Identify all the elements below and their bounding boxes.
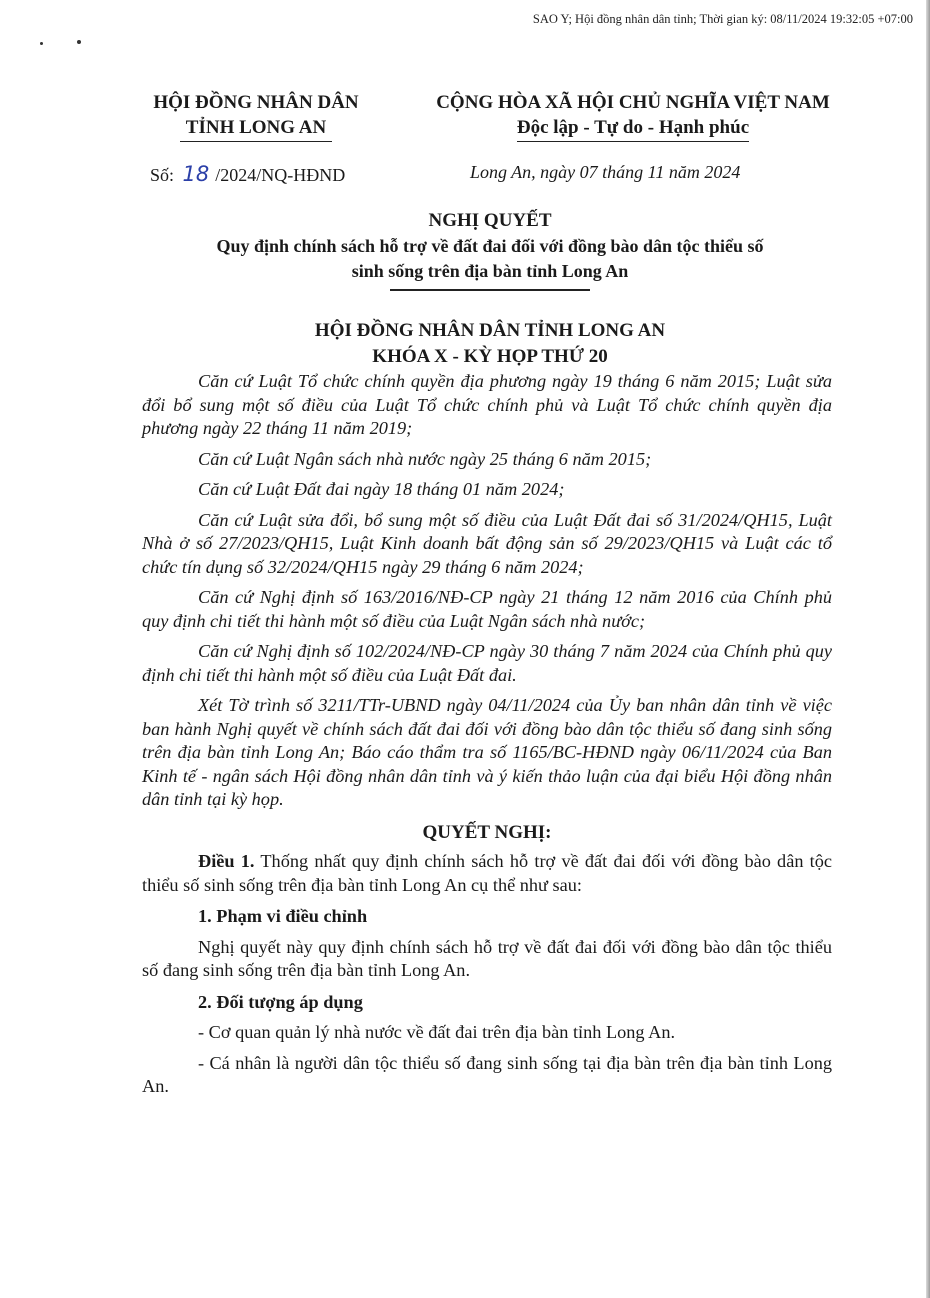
title-underline [390,289,590,291]
preamble-paragraph: Căn cứ Nghị định số 102/2024/NĐ-CP ngày 30 tháng 7 năm 2024 của Chính phủ quy định chi tiết thi hành một số điều của Luật Đất đai. [142,641,832,685]
issuing-body-line2: TỈNH LONG AN [180,115,332,142]
issuing-body-line1: HỘI ĐỒNG NHÂN DÂN [153,92,359,113]
preamble-paragraph: Căn cứ Luật Đất đai ngày 18 tháng 01 năm 2024; [198,479,565,499]
resolution-kind: NGHỊ QUYẾT [428,210,552,231]
doc-number-suffix: /2024/NQ-HĐND [215,165,346,185]
preamble-paragraph: Xét Tờ trình số 3211/TTr-UBND ngày 04/11/2024 của Ủy ban nhân dân tỉnh về việc ban hành Nghị quyết về chính sách đất đai đối với đồng bào dân tộc thiểu số đang sinh sống trên địa bàn tỉnh Long An; Báo cáo thẩm tra số 1165/BC-HĐND ngày 06/11/2024 của Ban Kinh tế - ngân sách Hội đồng nhân dân tỉnh và ý kiến thảo luận của đại biểu Hội đồng nhân dân tỉnh tại kỳ họp. [142,695,832,809]
preamble-paragraph: Căn cứ Nghị định số 163/2016/NĐ-CP ngày 21 tháng 12 năm 2016 của Chính phủ quy định chi tiết thi hành một số điều của Luật Ngân sách nhà nước; [142,587,832,631]
digital-signature-stamp: SAO Y; Hội đồng nhân dân tỉnh; Thời gian ký: 08/11/2024 19:32:05 +07:00 [532,12,913,26]
section-2-item: - Cơ quan quản lý nhà nước về đất đai trên địa bàn tỉnh Long An. [198,1022,676,1042]
council-heading [120,318,860,370]
national-motto-header [398,90,868,142]
council-name: HỘI ĐỒNG NHÂN DÂN TỈNH LONG AN [314,320,666,341]
preamble-paragraph: Căn cứ Luật sửa đổi, bổ sung một số điều của Luật Đất đai số 31/2024/QH15, Luật Nhà ở số 27/2023/QH15, Luật Kinh doanh bất động sản số 29/2023/QH15 và Luật các tổ chức tín dụng số 32/2024/QH15 ngày 29 tháng 6 năm 2024; [142,509,832,577]
preamble-paragraph: Căn cứ Luật Tổ chức chính quyền địa phương ngày 19 tháng 6 năm 2015; Luật sửa đổi bổ sung một số điều của Luật Tổ chức chính phủ và Luật Tổ chức chính quyền địa phương ngày 22 tháng 11 năm 2019; [142,371,832,438]
preamble-paragraph: Căn cứ Luật Ngân sách nhà nước ngày 25 tháng 6 năm 2015; [198,448,652,469]
resolution-subject-line2: sinh sống trên địa bàn tỉnh Long An [351,261,629,281]
resolution-title [120,208,860,291]
section-1-heading: 1. Phạm vi điều chỉnh [198,906,368,926]
country-name: CỘNG HÒA XÃ HỘI CHỦ NGHĨA VIỆT NAM [436,92,830,113]
document-number [150,162,345,186]
decision-heading: QUYẾT NGHỊ: [422,821,552,843]
national-motto: Độc lập - Tự do - Hạnh phúc [517,115,749,142]
article-1 [142,850,832,897]
article-1-text: Thống nhất quy định chính sách hỗ trợ về đất đai đối với đồng bào dân tộc thiểu số sinh sống trên địa bàn tỉnh Long An cụ thể như sau: [142,851,833,895]
section-2-item: - Cá nhân là người dân tộc thiểu số đang sinh sống tại địa bàn trên địa bàn tỉnh Long An. [142,1052,832,1096]
issue-date: Long An, ngày 07 tháng 11 năm 2024 [470,162,741,182]
section-1-text: Nghị quyết này quy định chính sách hỗ trợ về đất đai đối với đồng bào dân tộc thiểu số đang sinh sống trên địa bàn tỉnh Long An. [142,936,832,980]
scan-page-edge [926,0,930,1298]
council-session: KHÓA X - KỲ HỌP THỨ 20 [372,346,608,367]
issuing-body-header [126,90,386,142]
document-body [142,370,832,1099]
doc-number-handwritten: 18 [182,162,210,186]
doc-number-prefix: Số: [150,165,175,185]
resolution-subject-line1: Quy định chính sách hỗ trợ về đất đai đối với đồng bào dân tộc thiểu số [216,236,764,256]
article-1-label: Điều 1. [198,851,255,871]
section-2-heading: 2. Đối tượng áp dụng [198,991,363,1012]
